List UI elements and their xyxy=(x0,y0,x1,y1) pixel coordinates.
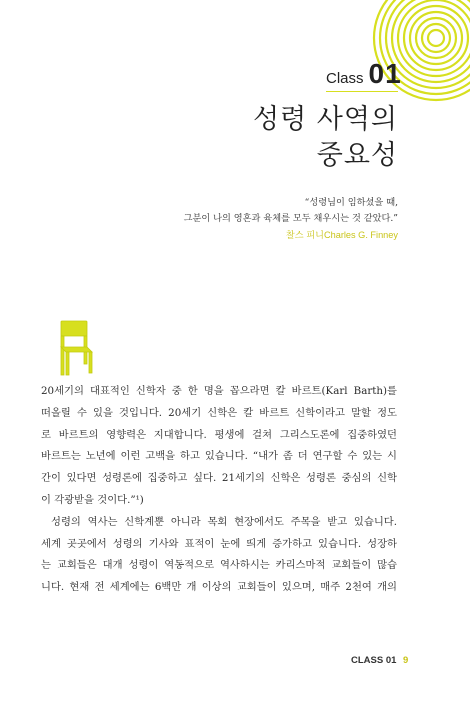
body-line: 20세기의 대표적인 신학자 중 한 명을 꼽으라면 칼 바르트(Karl Barth)를 xyxy=(41,385,397,397)
chapter-title xyxy=(253,102,398,174)
body-line: 세계 곳곳에서 성령의 기사와 표적이 눈에 띄게 증가하고 있습니다. 성장하 xyxy=(41,537,397,550)
body-line: 이 각광받을 것이다.”¹) xyxy=(41,493,144,506)
class-underline xyxy=(326,91,398,92)
class-label xyxy=(326,58,402,90)
body-line: 성령의 역사는 신학계뿐 아니라 목회 현장에서도 주목을 받고 있습니다. xyxy=(51,515,397,528)
class-number: 01 xyxy=(368,58,402,89)
body-line: 떠올릴 수 있을 것입니다. 20세기 신학은 칼 바르트 신학이라고 말할 정도 xyxy=(41,406,397,419)
page-footer xyxy=(351,655,408,666)
epigraph-line-2: 그분이 나의 영혼과 육체를 모두 채우시는 것 같았다.” xyxy=(183,213,398,224)
body-line: 간이 있다면 성령론에 집중하고 싶다. 21세기의 신학은 성령론 중심의 신학 xyxy=(41,472,397,485)
epigraph-author: 찰스 피니Charles G. Finney xyxy=(285,230,398,240)
body-line: 니다. 현재 전 세계에는 6백만 개 이상의 교회들이 있으며, 매주 2천여 개의 xyxy=(41,581,397,594)
concentric-circles-decoration xyxy=(340,0,470,110)
epigraph-line-1: “성령님이 임하셨을 때, xyxy=(304,197,398,208)
body-text xyxy=(41,381,397,599)
epigraph xyxy=(184,195,398,243)
body-line: 로 바르트의 영향력은 지대합니다. 평생에 걸쳐 그리스도론에 집중하였던 xyxy=(41,428,397,441)
class-word: Class xyxy=(326,70,364,87)
page-number: 9 xyxy=(403,655,409,666)
body-line: 바르트는 노년에 이런 고백을 하고 있습니다. “내가 좀 더 연구할 수 있는 시 xyxy=(41,450,397,463)
chapter-title-line-2: 중요성 xyxy=(316,140,398,171)
body-line: 는 교회들은 대개 성령이 역동적으로 역사하시는 카리스마적 교회들이 많습 xyxy=(41,559,397,572)
footer-label: CLASS 01 xyxy=(351,655,397,666)
chair-icon xyxy=(57,320,93,376)
chapter-title-line-1: 성령 사역의 xyxy=(253,104,398,135)
